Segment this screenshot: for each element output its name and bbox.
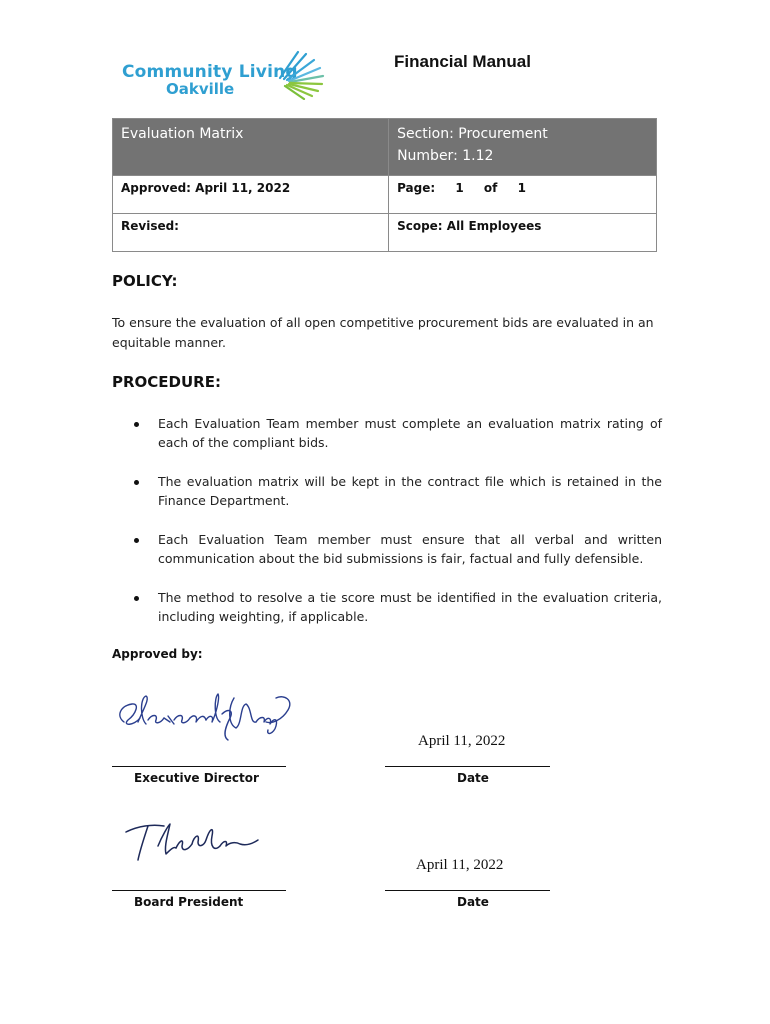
procedure-heading: PROCEDURE: bbox=[112, 373, 221, 391]
bullet-icon bbox=[134, 596, 139, 601]
list-item bbox=[112, 588, 662, 626]
logo-line1: Community Living bbox=[122, 62, 298, 82]
page-label: Page: bbox=[397, 181, 436, 195]
page-number: 1 bbox=[455, 181, 464, 195]
revised-cell bbox=[113, 214, 389, 252]
info-table-row bbox=[113, 176, 657, 214]
approved-cell bbox=[113, 176, 389, 214]
policy-heading: POLICY: bbox=[112, 272, 178, 290]
page-of-label: of bbox=[483, 181, 498, 195]
page-count bbox=[389, 176, 656, 200]
document-info-table bbox=[112, 118, 657, 252]
signer2-role: Board President bbox=[134, 895, 244, 909]
signer1-role: Executive Director bbox=[134, 771, 259, 785]
list-item-text: The method to resolve a tie score must be identified in the evaluation criteria, including weighting, if applicable. bbox=[158, 590, 662, 624]
section-cell bbox=[389, 119, 657, 176]
section-line: Section: Procurement bbox=[397, 126, 548, 142]
logo-rays-icon bbox=[276, 48, 326, 100]
bullet-icon bbox=[134, 422, 139, 427]
board-president-signature bbox=[118, 816, 278, 866]
bullet-icon bbox=[134, 538, 139, 543]
approved-date: Approved: April 11, 2022 bbox=[121, 181, 291, 195]
list-item-text: Each Evaluation Team member must ensure that all verbal and written communication about the bid submissions is fair, factual and fully defensible. bbox=[158, 532, 662, 566]
date-line bbox=[385, 890, 550, 891]
policy-text: To ensure the evaluation of all open competitive procurement bids are evaluated in an equitable manner. bbox=[112, 315, 654, 350]
logo-line2: Oakville bbox=[166, 80, 235, 98]
signature-line bbox=[112, 766, 286, 767]
list-item-text: The evaluation matrix will be kept in the contract file which is retained in the Finance Department. bbox=[158, 474, 662, 508]
bullet-icon bbox=[134, 480, 139, 485]
page-cell bbox=[389, 176, 657, 214]
page-total: 1 bbox=[517, 181, 526, 195]
date-line bbox=[385, 766, 550, 767]
procedure-list bbox=[112, 414, 662, 646]
organization-logo bbox=[118, 48, 328, 104]
number-line: Number: 1.12 bbox=[397, 148, 494, 164]
signer1-date-label: Date bbox=[457, 771, 489, 785]
executive-director-signature bbox=[110, 684, 300, 744]
signer1-date-written: April 11, 2022 bbox=[418, 733, 506, 749]
signer2-date-label: Date bbox=[457, 895, 489, 909]
signature-line bbox=[112, 890, 286, 891]
revised-label: Revised: bbox=[121, 219, 179, 233]
list-item bbox=[112, 530, 662, 568]
doc-name-cell bbox=[113, 119, 389, 176]
list-item bbox=[112, 414, 662, 452]
info-table-row bbox=[113, 214, 657, 252]
manual-title: Financial Manual bbox=[394, 52, 531, 71]
section-info bbox=[389, 119, 656, 171]
list-item-text: Each Evaluation Team member must complete an evaluation matrix rating of each of the compliant bids. bbox=[158, 416, 662, 450]
approved-by-heading: Approved by: bbox=[112, 647, 203, 661]
signer2-date-written: April 11, 2022 bbox=[416, 857, 504, 873]
doc-name: Evaluation Matrix bbox=[121, 126, 244, 142]
info-table-header-row bbox=[113, 119, 657, 176]
scope: Scope: All Employees bbox=[397, 219, 542, 233]
list-item bbox=[112, 472, 662, 510]
scope-cell bbox=[389, 214, 657, 252]
